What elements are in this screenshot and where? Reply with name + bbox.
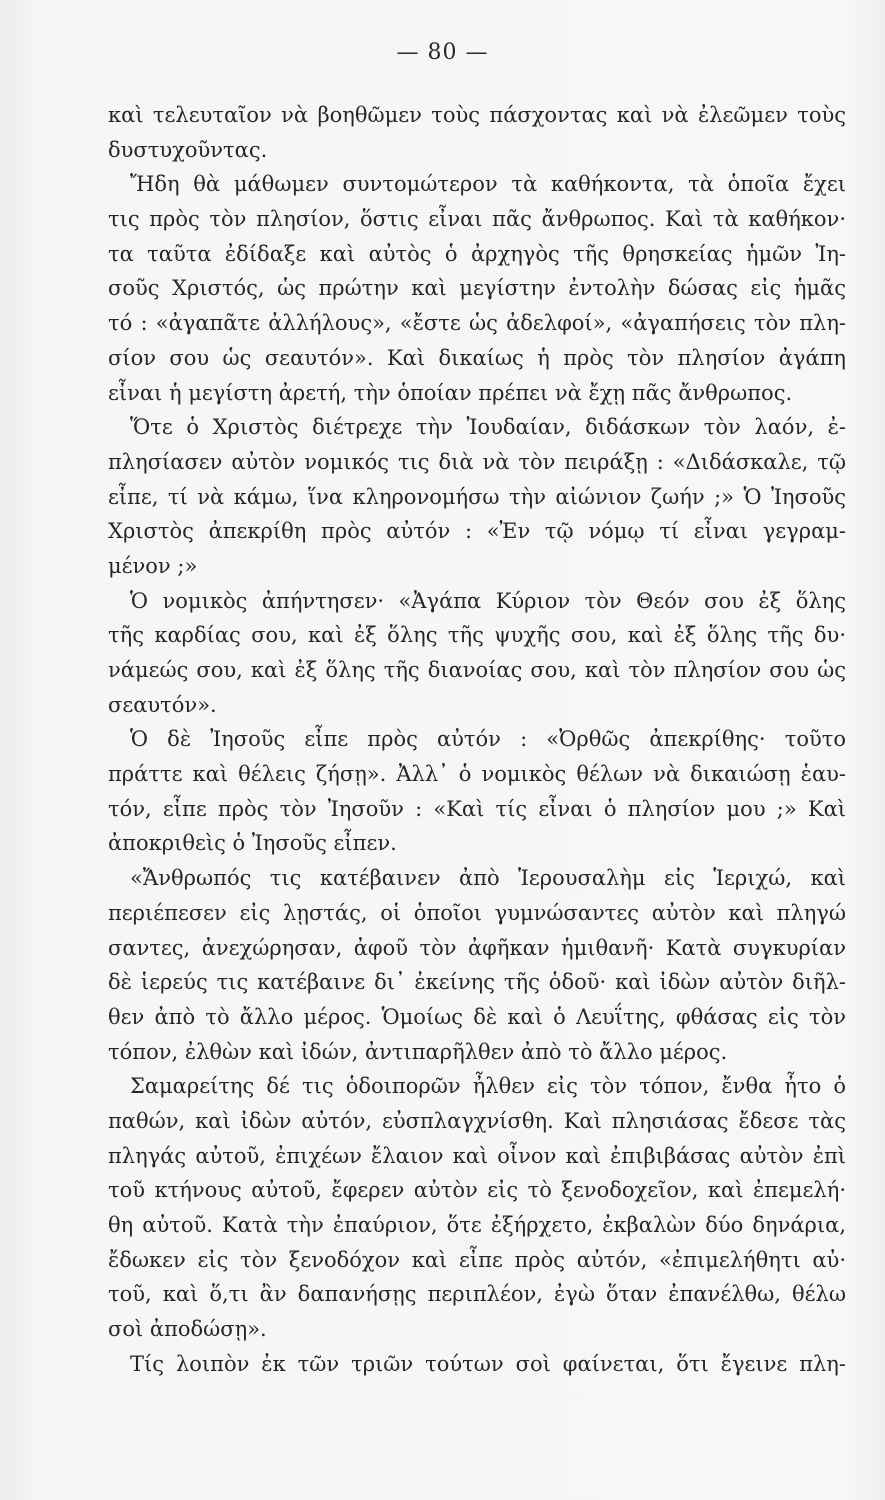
body-text [108, 98, 846, 1381]
text-line: ἔδωκεν εἰς τὸν ξενοδόχον καὶ εἶπε πρὸς αὐτόν, «ἐπιμελήθητι αὐ· [108, 1247, 846, 1272]
text-line: «Ἄνθρωπός τις κατέβαινεν ἀπὸ Ἱερουσαλὴμ εἰς Ἱεριχώ, καὶ [130, 866, 846, 891]
text-line: εἶπε, τί νὰ κάμω, ἵνα κληρονομήσω τὴν αἰώνιον ζωήν ;» Ὁ Ἰησοῦς [108, 484, 846, 509]
text-line: Χριστὸς ἀπεκρίθη πρὸς αὐτόν : «Ἐν τῷ νόμῳ τί εἶναι γεγραμ- [108, 519, 846, 544]
text-line: σαντες, ἀνεχώρησαν, ἀφοῦ τὸν ἀφῆκαν ἡμιθανῆ· Κατὰ συγκυρίαν [108, 935, 846, 960]
text-line: σοὶ ἀποδώσῃ». [108, 1317, 267, 1342]
text-line: σίον σου ὡς σεαυτόν». Καὶ δικαίως ἡ πρὸς τὸν πλησίον ἀγάπη [108, 345, 846, 370]
text-line: θη αὐτοῦ. Κατὰ τὴν ἐπαύριον, ὅτε ἐξήρχετο, ἐκβαλὼν δύο δηνάρια, [108, 1213, 846, 1237]
text-line: Ὅτε ὁ Χριστὸς διέτρεχε τὴν Ἰουδαίαν, διδάσκων τὸν λαόν, ἐ- [130, 415, 846, 440]
text-line: σεαυτόν». [108, 692, 217, 717]
text-line: εἶναι ἡ μεγίστη ἀρετή, τὴν ὁποίαν πρέπει νὰ ἔχῃ πᾶς ἄνθρωπος. [108, 380, 793, 405]
text-line: μένον ;» [108, 553, 198, 578]
text-line: παθών, καὶ ἰδὼν αὐτόν, εὐσπλαγχνίσθη. Καὶ πλησιάσας ἔδεσε τὰς [108, 1108, 846, 1133]
text-line: περιέπεσεν εἰς λῃστάς, οἱ ὁποῖοι γυμνώσαντες αὐτὸν καὶ πληγώ [108, 900, 846, 925]
text-line: Σαμαρείτης δέ τις ὁδοιπορῶν ἦλθεν εἰς τὸν τόπον, ἔνθα ἦτο ὁ [130, 1074, 846, 1099]
text-line: Ὁ νομικὸς ἀπήντησεν· «Ἀγάπα Κύριον τὸν Θεόν σου ἐξ ὅλης [130, 588, 846, 613]
page-number: — 80 — [396, 40, 489, 65]
text-line: δυστυχοῦντας. [108, 137, 268, 162]
text-line: πληγάς αὐτοῦ, ἐπιχέων ἔλαιον καὶ οἶνον καὶ ἐπιβιβάσας αὐτὸν ἐπὶ [108, 1143, 846, 1168]
text-line: τις πρὸς τὸν πλησίον, ὅστις εἶναι πᾶς ἄνθρωπος. Καὶ τὰ καθήκον· [108, 207, 846, 232]
text-line: θεν ἀπὸ τὸ ἄλλο μέρος. Ὁμοίως δὲ καὶ ὁ Λευΐτης, φθάσας εἰς τὸν [108, 1004, 846, 1029]
text-line: Ἤδη θὰ μάθωμεν συντομώτερον τὰ καθήκοντα, τὰ ὁποῖα ἔχει [130, 172, 846, 197]
text-line: Ὁ δὲ Ἰησοῦς εἶπε πρὸς αὐτόν : «Ὀρθῶς ἀπεκρίθης· τοῦτο [130, 727, 846, 752]
text-line: τα ταῦτα ἐδίδαξε καὶ αὐτὸς ὁ ἀρχηγὸς τῆς θρησκείας ἡμῶν Ἰη- [108, 241, 846, 266]
text-line: ἀποκριθεὶς ὁ Ἰησοῦς εἶπεν. [108, 831, 397, 856]
text-line: καὶ τελευταῖον νὰ βοηθῶμεν τοὺς πάσχοντας καὶ νὰ ἐλεῶμεν τοὺς [108, 103, 846, 127]
text-line: τόν, εἶπε πρὸς τὸν Ἰησοῦν : «Καὶ τίς εἶναι ὁ πλησίον μου ;» Καὶ [108, 796, 846, 821]
text-line: σοῦς Χριστός, ὡς πρώτην καὶ μεγίστην ἐντολὴν δώσας εἰς ἡμᾶς [108, 276, 846, 301]
text-line: τῆς καρδίας σου, καὶ ἐξ ὅλης τῆς ψυχῆς σου, καὶ ἐξ ὅλης τῆς δυ· [108, 623, 846, 648]
text-line: πράττε καὶ θέλεις ζήσῃ». Ἀλλ᾽ ὁ νομικὸς θέλων νὰ δικαιώσῃ ἑαυ- [108, 762, 846, 787]
text-line: νάμεώς σου, καὶ ἐξ ὅλης τῆς διανοίας σου, καὶ τὸν πλησίον σου ὡς [108, 658, 846, 682]
text-line: τό : «ἀγαπᾶτε ἀλλήλους», «ἔστε ὡς ἀδελφοί», «ἀγαπήσεις τὸν πλη- [108, 311, 846, 336]
text-line: τοῦ, καὶ ὅ,τι ἂν δαπανήσῃς περιπλέον, ἐγὼ ὅταν ἐπανέλθω, θέλω [108, 1282, 846, 1307]
text-line: δὲ ἱερεύς τις κατέβαινε δι᾽ ἐκείνης τῆς ὁδοῦ· καὶ ἰδὼν αὐτὸν διῆλ- [108, 970, 846, 995]
text-line: τόπον, ἐλθὼν καὶ ἰδών, ἀντιπαρῆλθεν ἀπὸ τὸ ἄλλο μέρος. [108, 1039, 728, 1064]
text-line: Τίς λοιπὸν ἐκ τῶν τριῶν τούτων σοὶ φαίνεται, ὅτι ἔγεινε πλη- [130, 1351, 846, 1376]
text-line: τοῦ κτήνους αὐτοῦ, ἔφερεν αὐτὸν εἰς τὸ ξενοδοχεῖον, καὶ ἐπεμελή· [108, 1178, 846, 1203]
text-line: πλησίασεν αὐτὸν νομικός τις διὰ νὰ τὸν πειράξῃ : «Διδάσκαλε, τῷ [108, 449, 846, 474]
